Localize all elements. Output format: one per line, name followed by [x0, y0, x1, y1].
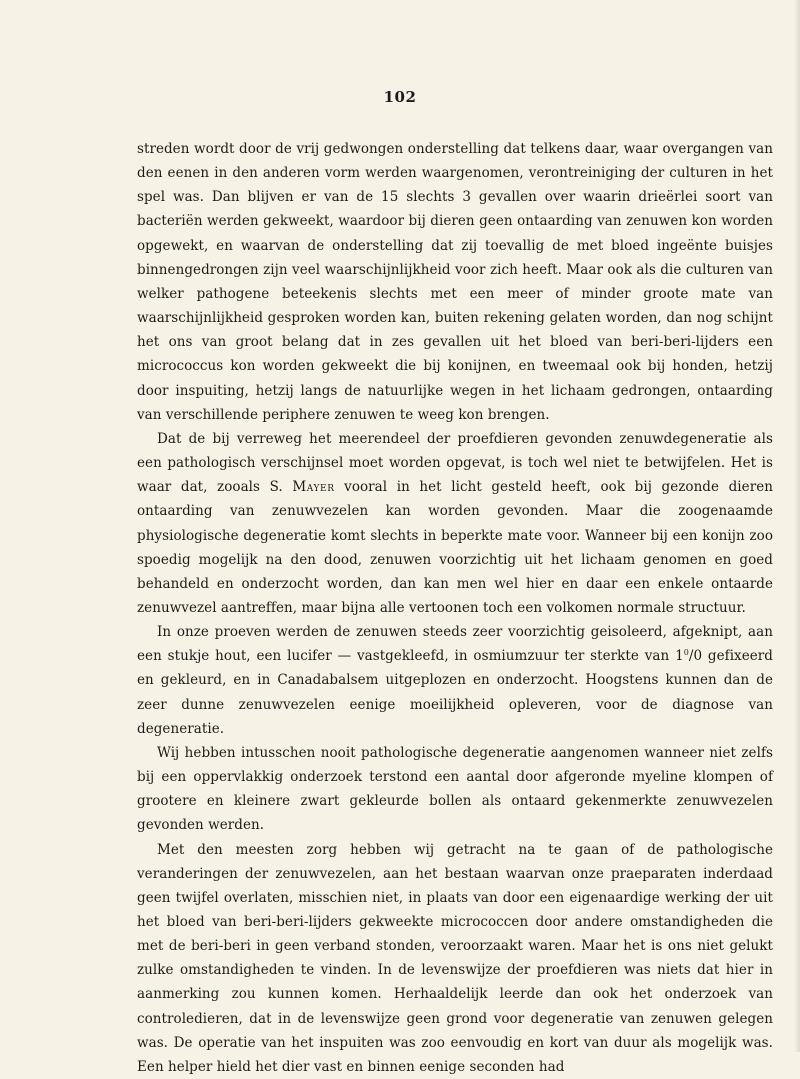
author-name-mayer: Mayer	[292, 479, 335, 496]
page-number: 102	[383, 88, 417, 106]
paragraph-3-text-a: In onze proeven werden de zenuwen steeds zeer voorzichtig geisoleerd, afgeknipt, aan een stukje hout, een lucifer — vastgekleefd, in osmiumzuur ter sterkte van 1	[137, 624, 773, 665]
page-edge-shadow	[794, 0, 800, 1052]
percent-superscript: 0	[683, 648, 689, 658]
paragraph-5: Met den meesten zorg hebben wij getracht na te gaan of de pathologische veranderingen der zenuwvezelen, aan het bestaan waarvan onze praeparaten inderdaad geen twijfel overlaten, misschien niet, in plaats van door een eigenaardige werking der uit het bloed van beri-beri-lijders gekweekte micrococcen door andere omstandigheden die met de beri-beri in geen verband stonden, veroorzaakt waren. Maar het is ons niet gelukt zulke omstandigheden te vinden. In de levenswijze der proefdieren was niets dat hier in aanmerking zou kunnen komen. Herhaaldelijk leerde dan ook het onderzoek van controledieren, dat in de levenswijze geen grond voor degeneratie van zenuwen gelegen was. De operatie van het inspuiten was zoo eenvoudig en kort van duur als mogelijk was. Een helper hield het dier vast en binnen eenige seconden had	[137, 841, 773, 1075]
paragraph-3	[137, 620, 773, 741]
body-text	[137, 137, 773, 1079]
paragraph-2	[137, 427, 773, 620]
paragraph-2-text-a: Dat de bij verreweg het meerendeel der proefdieren gevonden zenuwdegeneratie als een pathologisch verschijnsel moet worden opgevat, is toch wel niet te betwijfelen. Het is waar dat, zooals S.	[137, 430, 773, 496]
paragraph-1: streden wordt door de vrij gedwongen onderstelling dat telkens daar, waar overgangen van den eenen in den anderen vorm werden waargenomen, verontreiniging der culturen in het spel was. Dan blijven er van de 15 slechts 3 gevallen over waarin drieërlei soort van bacteriën werden gekweekt, waardoor bij dieren geen ontaarding van zenuwen kon worden opgewekt, en waarvan de onderstelling dat zij toevallig de met bloed ingeënte buisjes binnengedrongen zijn veel waarschijnlijkheid voor zich heeft. Maar ook als die culturen van welker pathogene beteekenis slechts met een meer of minder groote mate van waarschijnlijkheid gesproken worden kan, buiten rekening gelaten worden, dan nog schijnt het ons van groot belang dat in zes gevallen uit het bloed van beri-beri-lijders een micrococcus kon worden gekweekt die bij konijnen, en tweemaal ook bij honden, hetzij door inspuiting, hetzij langs de natuurlijke wegen in het lichaam gedrongen, ontaarding van verschillende periphere zenuwen te weeg kon brengen.	[137, 141, 773, 423]
paragraph-2-text-b: vooral in het licht gesteld heeft, ook bij gezonde dieren ontaarding van zenuwvezelen kan worden gevonden. Maar die zoogenaamde physiologische degeneratie komt slechts in beperkte mate voor. Wanneer bij een konijn zoo spoedig mogelijk na den dood, zenuwen voorzichtig uit het lichaam genomen en goed behandeld en onderzocht worden, dan kan men wel hier en daar een enkele ontaarde zenuwvezel aantreffen, maar bijna alle vertoonen toch een volkomen normale structuur.	[137, 479, 773, 616]
paragraph-4: Wij hebben intusschen nooit pathologische degeneratie aangenomen wanneer niet zelfs bij een oppervlakkig onderzoek terstond een aantal door afgeronde myeline klompen of grootere en kleinere zwart gekleurde bollen als ontaard gekenmerkte zenuwvezelen gevonden werden.	[137, 744, 773, 834]
paragraph-3-text-b: /0 gefixeerd en gekleurd, en in Canadabalsem uitgeplozen en onderzocht. Hoogstens kunnen dan de zeer dunne zenuwvezelen eenige moeilijkheid opleveren, voor de diagnose van degeneratie.	[137, 648, 773, 737]
